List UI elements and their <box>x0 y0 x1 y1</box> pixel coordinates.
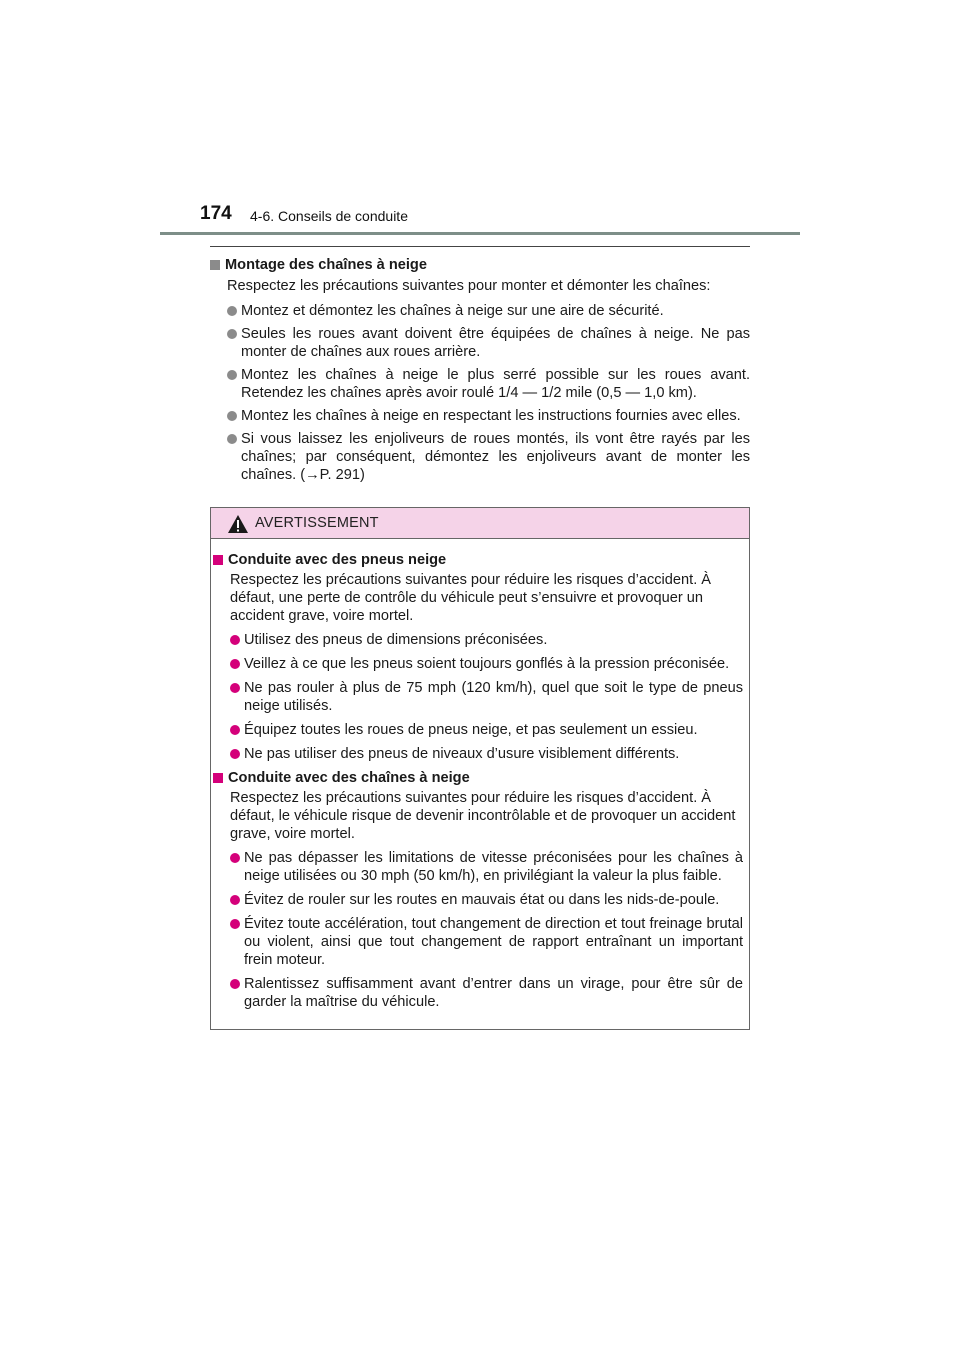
round-bullet-icon <box>230 683 240 693</box>
list-item-text: Évitez toute accélération, tout changement de direction et tout freinage brutal ou violent, ainsi que tout changement de rapport entraînant un important frein moteur. <box>244 916 743 968</box>
list-item-text: Évitez de rouler sur les routes en mauvais état ou dans les nids-de-poule. <box>244 892 720 908</box>
warning-body <box>211 539 749 1011</box>
page-number: 174 <box>200 203 232 224</box>
square-bullet-icon <box>213 555 223 565</box>
list-item <box>230 975 743 1011</box>
list-item <box>230 655 743 673</box>
round-bullet-icon <box>227 329 237 339</box>
round-bullet-icon <box>230 919 240 929</box>
list-item <box>227 430 750 484</box>
list-item <box>227 302 750 320</box>
list-item <box>227 325 750 361</box>
list-item-text: Ne pas dépasser les limitations de vitesse préconisées pour les chaînes à neige utilisées ou 30 mph (50 km/h), en privilégiant la valeur la plus faible. <box>244 850 743 884</box>
round-bullet-icon <box>227 411 237 421</box>
section-title: 4-6. Conseils de conduite <box>250 208 408 224</box>
warning-heading-text: Conduite avec des chaînes à neige <box>228 770 470 786</box>
intro-section <box>210 256 750 489</box>
content-rule <box>210 246 750 247</box>
warning-heading <box>213 551 743 569</box>
list-item <box>230 849 743 885</box>
warning-box <box>210 507 750 1030</box>
intro-heading-text: Montage des chaînes à neige <box>225 257 427 273</box>
list-item <box>227 407 750 425</box>
round-bullet-icon <box>227 370 237 380</box>
list-item <box>230 631 743 649</box>
intro-lead: Respectez les précautions suivantes pour monter et démonter les chaînes: <box>227 278 711 294</box>
intro-heading <box>210 256 750 274</box>
list-item-text: Utilisez des pneus de dimensions préconisées. <box>244 632 548 648</box>
round-bullet-icon <box>230 853 240 863</box>
warning-title: AVERTISSEMENT <box>255 515 379 531</box>
list-item-text: Seules les roues avant doivent être équipées de chaînes à neige. Ne pas monter de chaînes aux roues arrière. <box>241 326 750 360</box>
warning-heading-text: Conduite avec des pneus neige <box>228 552 447 568</box>
round-bullet-icon <box>230 749 240 759</box>
list-item-text: Veillez à ce que les pneus soient toujours gonflés à la pression préconisée. <box>244 656 730 672</box>
round-bullet-icon <box>227 306 237 316</box>
list-item <box>230 915 743 969</box>
square-bullet-icon <box>213 773 223 783</box>
list-item <box>230 891 743 909</box>
round-bullet-icon <box>230 895 240 905</box>
round-bullet-icon <box>230 659 240 669</box>
warning-section-snow-tires <box>213 551 743 763</box>
round-bullet-icon <box>230 725 240 735</box>
list-item-text: Ralentissez suffisamment avant d’entrer dans un virage, pour être sûr de garder la maîtrise du véhicule. <box>244 976 743 1010</box>
round-bullet-icon <box>227 434 237 444</box>
list-item-text: Ne pas rouler à plus de 75 mph (120 km/h), quel que soit le type de pneus neige utilisés. <box>244 680 743 714</box>
warning-lead: Respectez les précautions suivantes pour réduire les risques d’accident. À défaut, le véhicule risque de devenir incontrôlable et de provoquer un accident grave, voire mortel. <box>230 790 736 842</box>
list-item-text: Montez les chaînes à neige le plus serré possible sur les roues avant. Retendez les chaînes après avoir roulé 1/4 — 1/2 mile (0,5 — 1,0 km). <box>241 367 750 401</box>
list-item <box>227 366 750 402</box>
warning-section-snow-chains <box>213 769 743 1011</box>
list-item-text: Si vous laissez les enjoliveurs de roues montés, ils vont être rayés par les chaînes; par conséquent, démontez les enjoliveurs avant de monter les chaînes. (→P. 291) <box>241 431 750 483</box>
square-bullet-icon <box>210 260 220 270</box>
list-item-text: Équipez toutes les roues de pneus neige, et pas seulement un essieu. <box>244 722 698 738</box>
round-bullet-icon <box>230 635 240 645</box>
header-rule <box>160 232 800 235</box>
warning-lead: Respectez les précautions suivantes pour réduire les risques d’accident. À défaut, une perte de contrôle du véhicule peut s’ensuivre et provoquer un accident grave, voire mortel. <box>230 572 712 624</box>
warning-heading <box>213 769 743 787</box>
warning-header <box>211 508 749 539</box>
list-item-text: Montez et démontez les chaînes à neige sur une aire de sécurité. <box>241 303 664 319</box>
list-item-text: Ne pas utiliser des pneus de niveaux d’usure visiblement différents. <box>244 746 680 762</box>
list-item <box>230 679 743 715</box>
list-item <box>230 745 743 763</box>
round-bullet-icon <box>230 979 240 989</box>
warning-triangle-icon <box>227 514 249 534</box>
list-item <box>230 721 743 739</box>
list-item-text: Montez les chaînes à neige en respectant les instructions fournies avec elles. <box>241 408 741 424</box>
